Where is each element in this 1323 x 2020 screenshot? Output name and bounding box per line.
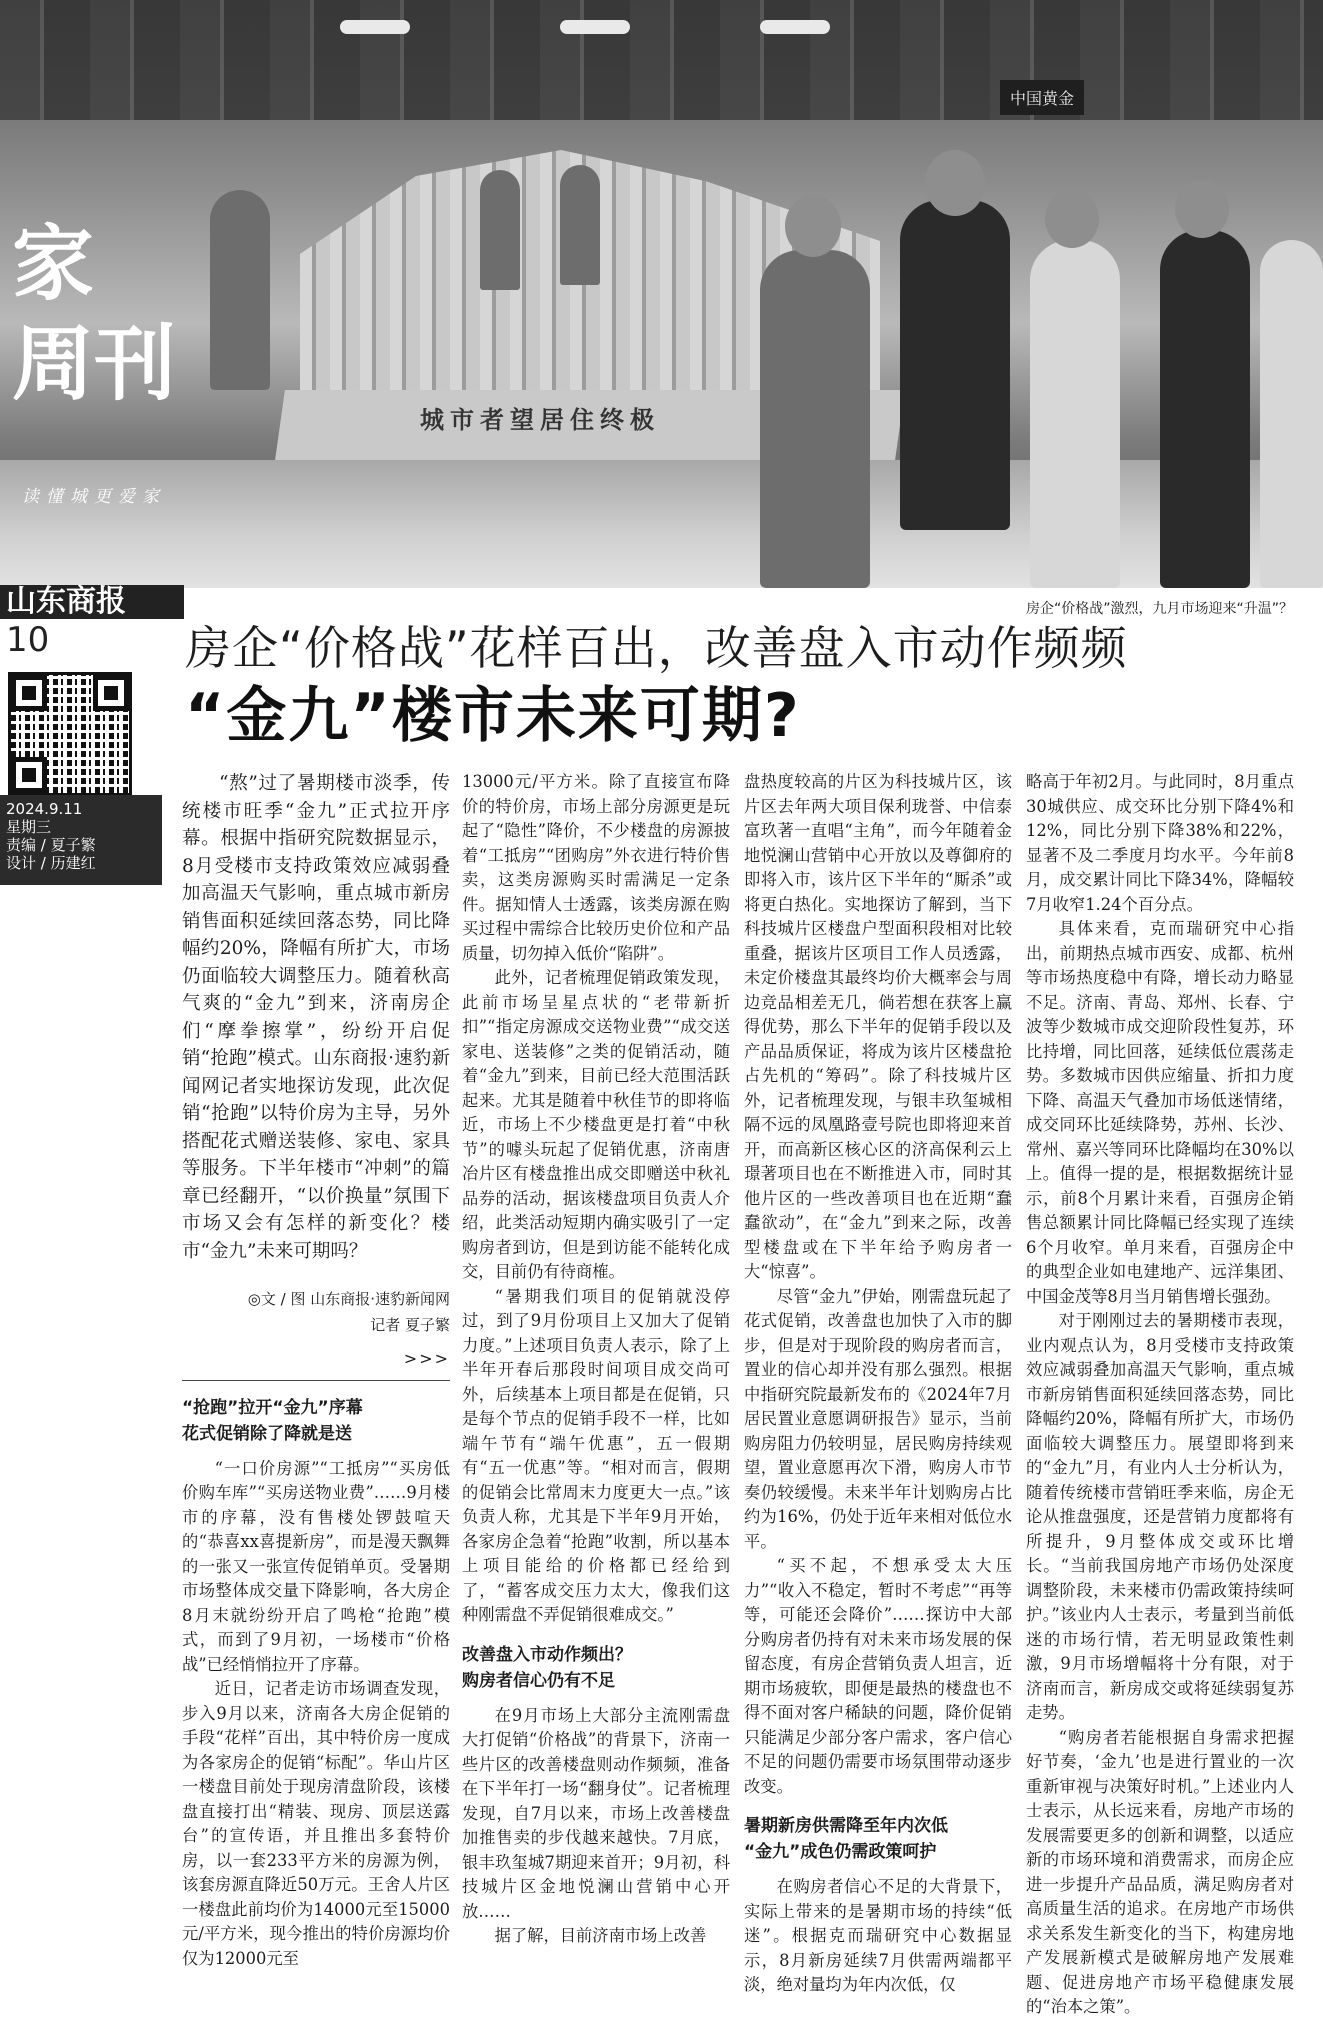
paper-name: 山东商报 (0, 585, 184, 619)
body-paragraph: “一口价房源”“工抵房”“买房低价购车库”“买房送物业费”……9月楼市的序幕，没有售楼处锣鼓喧天的“恭喜xx喜提新房”，而是漫天飘舞的一张又一张宣传促销单页。受暑期市场整体成交量下降影响，各大房企8月末就纷纷开启了鸣枪“抢跑”模式，而到了9月初，一场楼市“价格战”已经悄悄拉开了序幕。 (182, 1458, 450, 1674)
body-paragraph: 在购房者信心不足的大背景下，实际上带来的是暑期市场的持续“低迷”。根据克而瑞研究中心数据显示，8月新房延续7月供需两端都平淡，绝对量均为年内次低，仅 (744, 1877, 1012, 1994)
hero-photo (0, 0, 1323, 588)
qr-finder (93, 675, 129, 711)
issue-designer: 设计 / 历建红 (6, 854, 96, 872)
store-sign: 中国黄金 (1000, 80, 1084, 115)
person-head (925, 150, 985, 216)
body-paragraph: 对于刚刚过去的暑期楼市表现，业内观点认为，8月受楼市支持政策效应减弱叠加高温天气影响，重点城市新房销售面积延续回落态势，同比降幅约20%，降幅有所扩大，市场仍面临较大调整压力。展望即将到来的“金九”月，有业内人士分析认为，随着传统楼市营销旺季来临，房企无论从推盘强度，还是营销力度都将有所提升，9月整体成交或环比增长。“当前我国房地产市场仍处深度调整阶段，未来楼市仍需政策持续呵护。”该业内人士表示，考量到当前低迷的市场行情，若无明显政策性刺激，9月市场增幅将十分有限，对于济南而言，新房成交或将延续弱复苏走势。 (1026, 1311, 1294, 1722)
ceiling-lamp (560, 20, 630, 34)
person-figure (210, 190, 270, 390)
article-column-3 (744, 770, 1012, 1998)
person-head (1045, 190, 1099, 248)
body-paragraph: 尽管“金九”伊始，刚需盘玩起了花式促销，改善盘也加快了入市的脚步，但是对于现阶段的购房者而言，置业的信心却并没有那么强烈。根据中指研究院最新发布的《2024年7月居民置业意愿调研报告》显示，当前购房阻力仍较明显，居民购房持续观望，置业意愿再次下滑，购房人市节奏仍较缓慢。未来半年计划购房占比约为16%，仍处于近年来相对低位水平。 (744, 1286, 1012, 1551)
person-figure (760, 250, 870, 588)
subhead-2-line1: 改善盘入市动作频出？ (462, 1644, 632, 1665)
person-head (785, 195, 841, 257)
qr-finder (11, 675, 47, 711)
section-title (12, 215, 182, 415)
article-column-2 (462, 770, 730, 1949)
body-paragraph: 近日，记者走访市场调查发现，步入9月以来，济南各大房企促销的手段“花样”百出，其中特价房一度成为各家房企的促销“标配”。华山片区一楼盘目前处于现房清盘阶段，该楼盘直接打出“精装、现房、顶层送露台”的宣传语，并且推出多套特价房，以一套233平方米的房源为例，该套房源直降近50万元。王舍人片区一楼盘此前均价为14000元至15000元/平方米，现今推出的特价房源均价仅为12000元至 (182, 1679, 450, 1968)
qr-code (8, 672, 132, 796)
ceiling-lamp (760, 20, 830, 34)
sand-table-sign: 城市者望居住终极 (420, 405, 660, 434)
subhead-3-line2: “金九”成色仍需政策呵护 (744, 1842, 937, 1862)
body-paragraph: “暑期我们项目的促销就没停过，到了9月份项目上又加大了促销力度。”上述项目负责人表示，除了上半年开春后那段时间项目成交尚可外，后续基本上项目都是在促销，只是每个节点的促销手段不一样，比如端午节有“端午优惠”，五一假期有“五一优惠”等。“相对而言，假期的促销会比常周末力度更大一点。”该负责人称，尤其是下半年9月开始，各家房企急着“抢跑”收割，所以基本上项目能给的价格都已经给到了，“蓄客成交压力太大，像我们这种刚需盘不弄促销很难成交。” (462, 1286, 730, 1624)
subhead-1-line2: 花式促销除了降就是送 (182, 1423, 352, 1444)
issue-editor: 责编 / 夏子繁 (6, 836, 96, 854)
body-paragraph: 此外，记者梳理促销政策发现，此前市场呈星点状的“老带新折扣”“指定房源成交送物业费”“成交送家电、送装修”之类的促销活动，随着“金九”到来，目前已经大范围活跃起来。尤其是随着中秋佳节的即将临近，市场上不少楼盘更是打着“中秋节”的噱头玩起了促销优惠，济南唐冶片区有楼盘推出成交即赠送中秋礼品券的活动，据该楼盘项目负责人介绍，此类活动短期内确实吸引了一定购房者到访，但是到访能不能转化成交，目前仍有待商榷。 (462, 968, 730, 1281)
qr-finder (11, 757, 47, 793)
body-paragraph: 具体来看，克而瑞研究中心指出，前期热点城市西安、成都、杭州等市场热度稳中有降，增长动力略显不足。济南、青岛、郑州、长春、宁波等少数城市成交迎阶段性复苏，环比持增，同比回落，延续低位震荡走势。多数城市因供应缩量、折扣力度下降、高温天气叠加市场低迷情绪，成交同环比延续降势，苏州、长沙、常州、嘉兴等同环比降幅均在30%以上。值得一提的是，根据数据统计显示，前8个月累计来看，百强房企销售总额累计同比降幅已经实现了连续6个月收窄。单月来看，百强房企中的典型企业如电建地产、远洋集团、中国金茂等8月当月销售增长强劲。 (1026, 919, 1294, 1306)
photo-caption: 房企“价格战”激烈，九月市场迎来“升温”？ (1025, 601, 1293, 617)
person-head (1175, 180, 1229, 238)
body-paragraph: 盘热度较高的片区为科技城片区，该片区去年两大项目保利珑誉、中信泰富玖著一直唱“主角”，而今年随着金地悦澜山营销中心开放以及尊御府的即将入市，该片区下半年的“厮杀”或将更白热化。实地探访了解到，当下科技城片区楼盘户型面积段相对比较重叠，据该片区项目工作人员透露，未定价楼盘其最终均价大概率会与周边竞品相差无几，倘若想在获客上赢得优势，那么下半年的促销手段以及产品品质保证，将成为该片区楼盘抢占先机的“筹码”。除了科技城片区外，记者梳理发现，与银丰玖玺城相隔不远的凤凰路壹号院也即将迎来首开，而高新区核心区的济高保利云上璟著项目也在不断推进入市，同时其他片区的一些改善项目也在近期“蠢蠢欲动”，在“金九”到来之际，改善型楼盘或在下半年给予购房者一大“惊喜”。 (744, 772, 1012, 1281)
headline-main: “金九”楼市未来可期? (185, 681, 801, 751)
body-paragraph: 13000元/平方米。除了直接宣布降价的特价房，市场上部分房源更是玩起了“隐性”降价，不少楼盘的房源披着“工抵房”“团购房”外衣进行特价售卖，这类房源购买时需满足一定条件。据知情人士透露，该类房源在购买过程中需综合比较历史价位和产品质量，切勿掉入低价“陷阱”。 (462, 772, 730, 963)
subhead-1-line1: “抢跑”拉开“金九”序幕 (182, 1397, 363, 1418)
byline-source: ◎文 / 图 山东商报·速豹新闻网 (247, 1290, 450, 1308)
section-title-line2: 周刊 (12, 317, 177, 412)
issue-weekday: 星期三 (6, 818, 52, 836)
person-figure (1160, 230, 1250, 588)
ceiling (0, 0, 1323, 120)
person-figure (480, 170, 520, 290)
byline-reporter: 记者 夏子繁 (370, 1316, 450, 1334)
lead-paragraph: “熬”过了暑期楼市淡季，传统楼市旺季“金九”正式拉开序幕。根据中指研究院数据显示，8月受楼市支持政策效应减弱叠加高温天气影响，重点城市新房销售面积延续回落态势，同比降幅约20%，降幅有所扩大，市场仍面临较大调整压力。随着秋高气爽的“金九”到来，济南房企们“摩拳擦掌”，纷纷开启促销“抢跑”模式。山东商报·速豹新闻网记者实地探访发现，此次促销“抢跑”以特价房为主导，另外搭配花式赠送装修、家电、家具等服务。下半年楼市“冲刺”的篇章已经翻开，“以价换量”氛围下市场又会有怎样的新变化？楼市“金九”未来可期吗？ (182, 773, 450, 1262)
issue-meta (0, 795, 162, 885)
body-paragraph: 在9月市场上大部分主流刚需盘大打促销“价格战”的背景下，济南一些片区的改善楼盘则动作频频，准备在下半年打一场“翻身仗”。记者梳理发现，自7月以来，市场上改善楼盘加推售卖的步伐越来越快。7月底，银丰玖玺城7期迎来首开；9月初，科技城片区金地悦澜山营销中心开放…… (462, 1705, 730, 1921)
page-number: 10 (6, 620, 50, 660)
divider (182, 1380, 450, 1381)
subhead-3-line1: 暑期新房供需降至年内次低 (744, 1816, 948, 1836)
article-column-4 (1026, 770, 1294, 2020)
article-column-1 (182, 770, 450, 1971)
body-paragraph: 据了解，目前济南市场上改善 (494, 1926, 707, 1945)
section-slogan: 读懂城更爱家 (22, 487, 166, 507)
person-figure (1030, 240, 1120, 588)
continue-arrows: >>> (403, 1349, 450, 1368)
floor (0, 460, 1323, 588)
subhead-2-line2: 购房者信心仍有不足 (462, 1670, 615, 1691)
body-paragraph: “买不起，不想承受太大压力”“收入不稳定，暂时不考虑”“再等等，可能还会降价”……探访中大部分购房者仍持有对未来市场发展的保留态度，有房企营销负责人坦言，近期市场疲软，即便是最热的楼盘也不得不面对客户稀缺的问题，降价促销只能满足少部分客户需求，客户信心不足的问题仍需要市场氛围带动逐步改变。 (744, 1556, 1012, 1796)
person-figure (900, 200, 1010, 530)
body-paragraph: 略高于年初2月。与此同时，8月重点30城供应、成交环比分别下降4%和12%，同比分别下降38%和22%，显著不及二季度月均水平。今年前8月，成交累计同比下降34%，降幅较7月收窄1.24个百分点。 (1026, 772, 1294, 914)
ceiling-lamp (340, 20, 410, 34)
person-figure (1260, 240, 1323, 588)
section-title-line1: 家 (12, 217, 95, 312)
person-figure (560, 165, 600, 285)
headline-deck: 房企“价格战”花样百出，改善盘入市动作频频 (185, 621, 1128, 675)
body-paragraph: “购房者若能根据自身需求把握好节奏，‘金九’也是进行置业的一次重新审视与决策好时机。”上述业内人士表示，从长远来看，房地产市场的发展需要更多的创新和调整，以适应新的市场环境和消费需求，而房企应进一步提升产品品质，满足购房者对高质量生活的追求。在房地产市场供求关系发生新变化的当下，构建房地产发展新模式是破解房地产发展难题、促进房地产市场平稳健康发展的“治本之策”。 (1026, 1727, 1294, 2016)
issue-date: 2024.9.11 (6, 800, 83, 818)
